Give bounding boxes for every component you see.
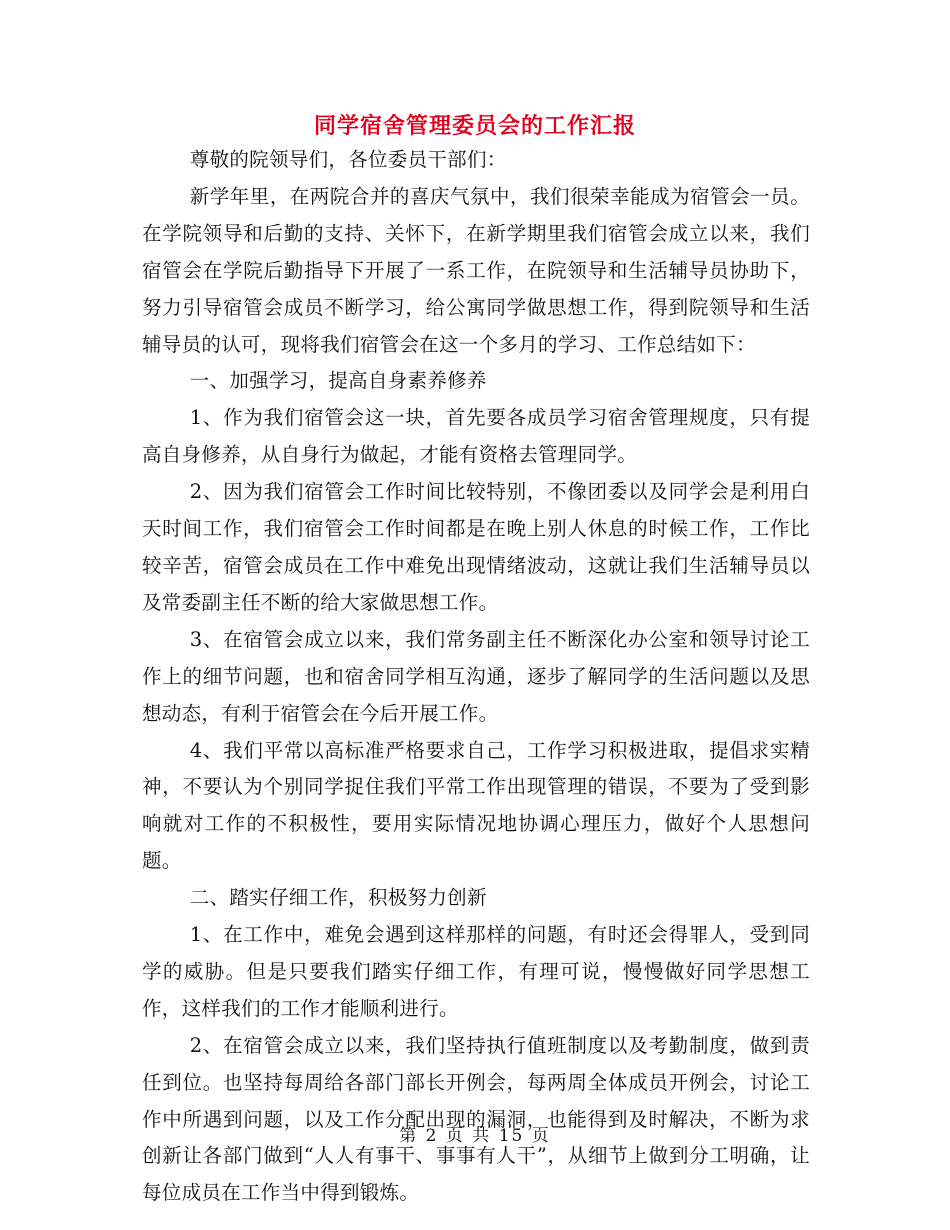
section-heading-1: 一、加强学习，提高自身素养修养 xyxy=(189,369,487,393)
body-paragraph: 2、因为我们宿管会工作时间比较特别，不像团委以及同学会是利用白天时间工作，我们宿管会工作时间都是在晚上别人休息的时候工作，工作比较辛苦，宿管会成员在工作中难免出现情绪波动，这就让我们生活辅导员以及常委副主任不断的给大家做思想工作。 xyxy=(142,480,810,614)
section-heading-2: 二、踏实仔细工作，积极努力创新 xyxy=(189,886,487,910)
body-paragraph: 新学年里，在两院合并的喜庆气氛中，我们很荣幸能成为宿管会一员。在学院领导和后勤的支持、关怀下，在新学期里我们宿管会成立以来，我们宿管会在学院后勤指导下开展了一系工作，在院领导和生活辅导员协助下，努力引导宿管会成员不断学习，给公寓同学做思想工作，得到院领导和生活辅导员的认可，现将我们宿管会在这一个多月的学习、工作总结如下： xyxy=(142,184,810,356)
body-paragraph: 1、在工作中，难免会遇到这样那样的问题，有时还会得罪人，受到同学的威胁。但是只要我们踏实仔细工作，有理可说，慢慢做好同学思想工作，这样我们的工作才能顺利进行。 xyxy=(142,923,810,1020)
body-paragraph: 4、我们平常以高标准严格要求自己，工作学习积极进取，提倡求实精神，不要认为个别同学捉住我们平常工作出现管理的错误，不要为了受到影响就对工作的不积极性，要用实际情况地协调心理压力，做好个人思想问题。 xyxy=(142,738,810,873)
salutation: 尊敬的院领导们，各位委员干部们： xyxy=(189,148,507,171)
body-paragraph: 1、作为我们宿管会这一块，首先要各成员学习宿舍管理规度，只有提高自身修养，从自身行为做起，才能有资格去管理同学。 xyxy=(142,406,810,467)
document-title: 同学宿舍管理委员会的工作汇报 xyxy=(313,113,636,139)
document-body xyxy=(142,142,810,1212)
page-number-footer: 第 2 页 共 15 页 xyxy=(399,1126,551,1146)
body-paragraph: 3、在宿管会成立以来，我们常务副主任不断深化办公室和领导讨论工作上的细节问题，也和宿舍同学相互沟通，逐步了解同学的生活问题以及思想动态，有利于宿管会在今后开展工作。 xyxy=(142,627,810,725)
body-paragraph: 2、在宿管会成立以来，我们坚持执行值班制度以及考勤制度，做到责任到位。也坚持每周给各部门部长开例会，每两周全体成员开例会，讨论工作中所遇到问题，以及工作分配出现的漏洞，也能得到及时解决，不断为求创新让各部门做到“人人有事干、事事有人干”，从细节上做到分工明确，让每位成员在工作当中得到锻炼。 xyxy=(142,1033,810,1205)
